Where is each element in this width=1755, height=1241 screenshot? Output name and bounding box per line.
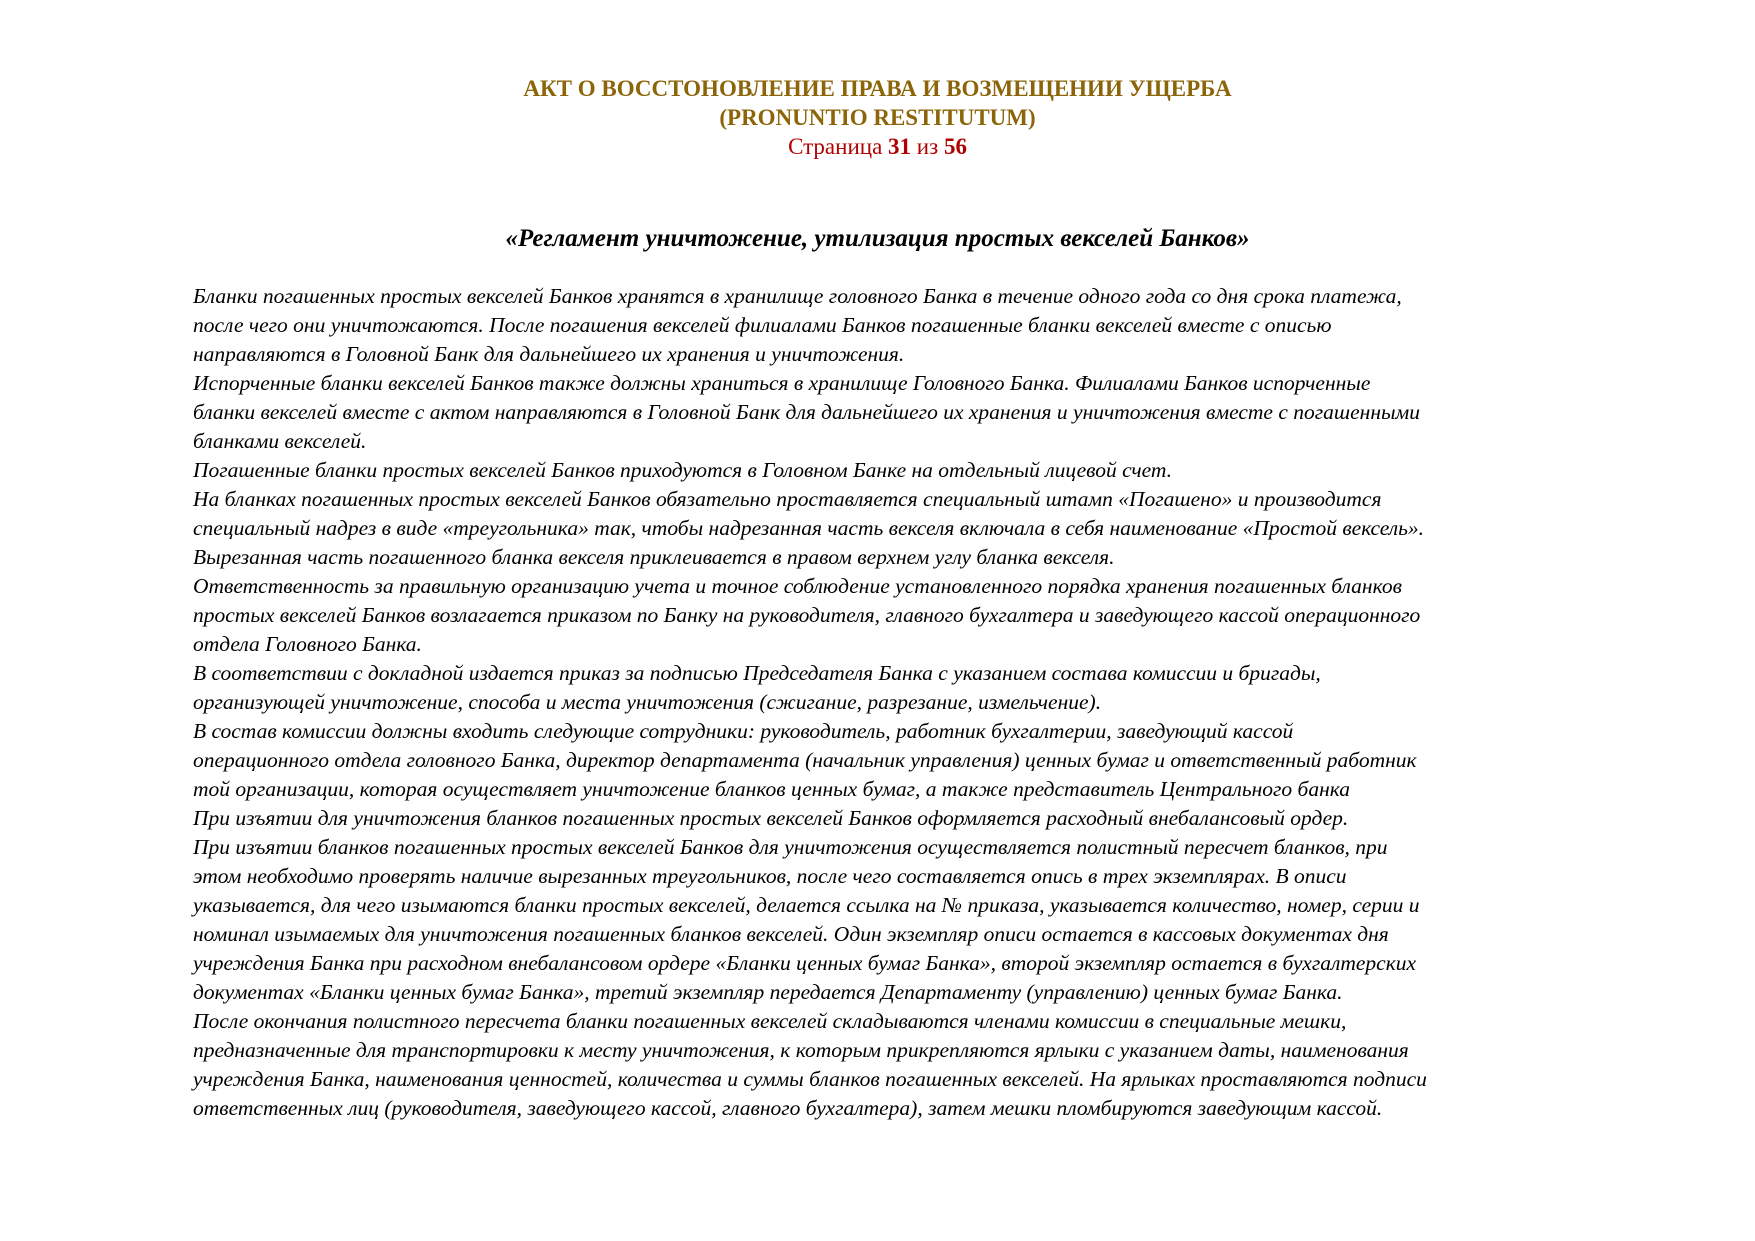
paragraph-line: после чего они уничтожаются. После погашения векселей филиалами Банков погашенные бланки векселей вместе с описью <box>193 313 1332 337</box>
paragraph-line: Испорченные бланки векселей Банков также должны храниться в хранилище Головного Банка. Филиалами Банков испорченные <box>193 371 1371 395</box>
paragraph-line: При изъятии бланков погашенных простых векселей Банков для уничтожения осуществляется полистный пересчет бланков, при <box>193 835 1388 859</box>
paragraph-line: той организации, которая осуществляет уничтожение бланков ценных бумаг, а также представитель Центрального банка <box>193 777 1351 801</box>
paragraph-line: Вырезанная часть погашенного бланка векселя приклеивается в правом верхнем углу бланка векселя. <box>193 545 1115 569</box>
paragraph <box>193 1007 1638 1123</box>
paragraph-line: указывается, для чего изымаются бланки простых векселей, делается ссылка на № приказа, указывается количество, номер, серии и <box>193 893 1420 917</box>
paragraph <box>193 456 1638 485</box>
paragraph <box>193 369 1638 456</box>
paragraph-line: простых векселей Банков возлагается приказом по Банку на руководителя, главного бухгалтера и заведующего кассой операционного <box>193 603 1421 627</box>
paragraph-line: ответственных лиц (руководителя, заведующего кассой, главного бухгалтера), затем мешки пломбируются заведующим кассой. <box>193 1096 1383 1120</box>
paragraph-line: номинал изымаемых для уничтожения погашенных бланков векселей. Один экземпляр описи остается в кассовых документах дня <box>193 922 1389 946</box>
paragraph-line: Погашенные бланки простых векселей Банков приходуются в Головном Банке на отдельный лицевой счет. <box>193 458 1173 482</box>
paragraph <box>193 572 1638 659</box>
paragraph-line: При изъятии для уничтожения бланков погашенных простых векселей Банков оформляется расходный внебалансовый ордер. <box>193 806 1349 830</box>
paragraph-line: операционного отдела головного Банка, директор департамента (начальник управления) ценных бумаг и ответственный работник <box>193 748 1417 772</box>
paragraph <box>193 485 1638 572</box>
page-current: 31 <box>888 134 912 159</box>
paragraph-line: специальный надрез в виде «треугольника» так, чтобы надрезанная часть векселя включала в себя наименование «Простой вексель». <box>193 516 1425 540</box>
section-title: «Регламент уничтожение, утилизация простых векселей Банков» <box>505 225 1250 252</box>
paragraph <box>193 659 1638 717</box>
paragraph-line: бланками векселей. <box>193 429 367 453</box>
paragraph-line: Бланки погашенных простых векселей Банков хранятся в хранилище головного Банка в течение одного года со дня срока платежа, <box>193 284 1402 308</box>
body-text <box>193 282 1638 1123</box>
paragraph-line: бланки векселей вместе с актом направляются в Головной Банк для дальнейшего их хранения и уничтожения вместе с погашенными <box>193 400 1421 424</box>
paragraph-line: На бланках погашенных простых векселей Банков обязательно проставляется специальный штамп «Погашено» и производится <box>193 487 1382 511</box>
document-title: АКТ О ВОССТОНОВЛЕНИЕ ПРАВА И ВОЗМЕЩЕНИИ УЩЕРБА <box>523 76 1232 101</box>
paragraph-line: Ответственность за правильную организацию учета и точное соблюдение установленного порядка хранения погашенных бланков <box>193 574 1402 598</box>
paragraph <box>193 804 1638 833</box>
paragraph-line: В состав комиссии должны входить следующие сотрудники: руководитель, работник бухгалтерии, заведующий кассой <box>193 719 1294 743</box>
paragraph-line: организующей уничтожение, способа и места уничтожения (сжигание, разрезание, измельчение). <box>193 690 1102 714</box>
paragraph <box>193 833 1638 1007</box>
paragraph-line: этом необходимо проверять наличие вырезанных треугольников, после чего составляется опись в трех экземплярах. В описи <box>193 864 1347 888</box>
paragraph-line: В соответствии с докладной издается приказ за подписью Председателя Банка с указанием состава комиссии и бригады, <box>193 661 1321 685</box>
paragraph-line: документах «Бланки ценных бумаг Банка», третий экземпляр передается Департаменту (управлению) ценных бумаг Банка. <box>193 980 1343 1004</box>
paragraph-line: учреждения Банка, наименования ценностей, количества и суммы бланков погашенных векселей. На ярлыках проставляются подписи <box>193 1067 1427 1091</box>
page-total: 56 <box>943 134 967 159</box>
paragraph-line: предназначенные для транспортировки к месту уничтожения, к которым прикрепляются ярлыки с указанием даты, наименования <box>193 1038 1409 1062</box>
paragraph-line: направляются в Головной Банк для дальнейшего их хранения и уничтожения. <box>193 342 905 366</box>
page-of-label: из <box>916 134 939 159</box>
document-header <box>0 74 1755 162</box>
paragraph-line: учреждения Банка при расходном внебалансовом ордере «Бланки ценных бумаг Банка», второй экземпляр остается в бухгалтерских <box>193 951 1417 975</box>
page-label: Страница <box>788 134 883 159</box>
paragraph <box>193 717 1638 804</box>
paragraph-line: После окончания полистного пересчета бланки погашенных векселей складываются членами комиссии в специальные мешки, <box>193 1009 1347 1033</box>
document-subtitle: (PRONUNTIO RESTITUTUM) <box>719 105 1036 130</box>
paragraph <box>193 282 1638 369</box>
paragraph-line: отдела Головного Банка. <box>193 632 422 656</box>
page-indicator <box>0 132 1755 162</box>
